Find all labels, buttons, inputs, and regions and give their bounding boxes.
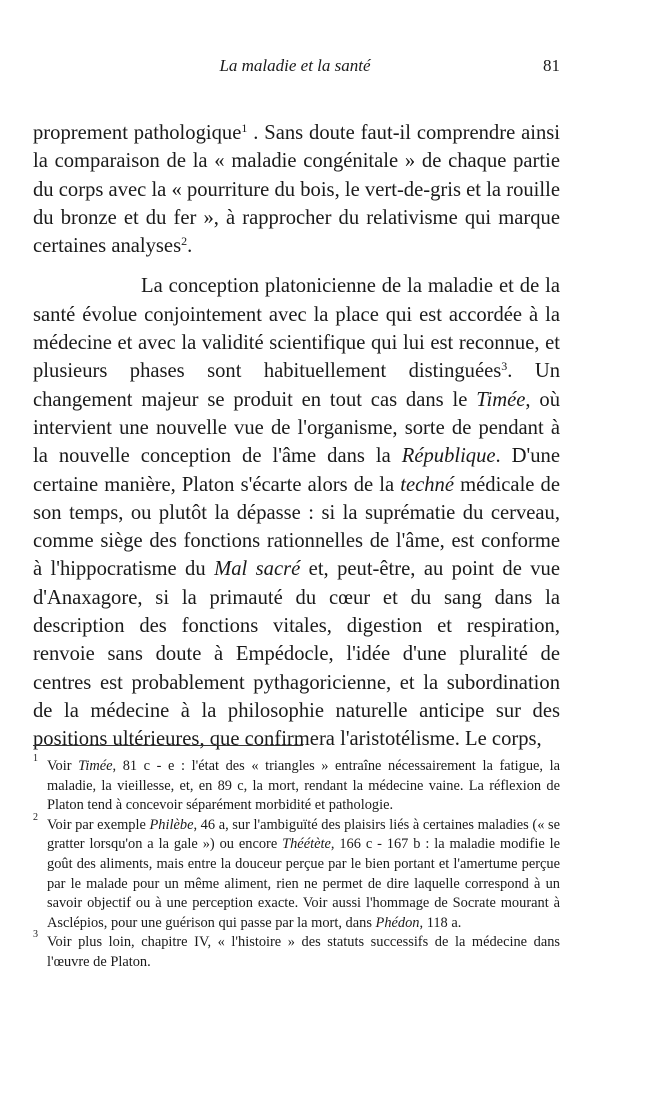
text-segment: La conception platonicienne de la maladie et de la santé évolue conjointement avec la place qui est accordée à la médecine et avec la validité scientifique qui lui est reconnue, et plusieurs phases sont habituellement distinguées (33, 275, 560, 383)
title-theetete: Théétète (282, 836, 331, 853)
text-segment: , 81 c - e : l'état des « triangles » entraîne nécessairement la fatigue, la maladie, la vieillesse, et, en 89 c, la mort, rendant la médecine vaine. La réflexion de Platon tend à concevoir séparément morbidité et pathologie. (47, 758, 560, 814)
title-timee: Timée (78, 758, 113, 774)
footnote-2 (33, 811, 560, 934)
paragraph-2 (33, 272, 560, 753)
title-republique: République (401, 445, 496, 468)
text-segment: et, peut-être, au point de vue d'Anaxagore, si la primauté du cœur et du sang dans la description des fonctions vitales, digestion et respiration, renvoie sans doute à Empédocle, l'idée d'une pluralité de centres est probablement pythagoricienne, et la subordination de la médecine à la philosophie naturelle anticipe sur des positions ultérieures, que confirmera l'aristotélisme. Le corps, (33, 558, 560, 751)
term-techne: techné (400, 473, 454, 496)
footnotes (33, 753, 560, 973)
running-title: La maladie et la santé (219, 56, 371, 75)
text-segment: , 166 c - 167 b : la maladie modifie le goût des aliments, mais entre la douceur perçue par le bien portant et l'amertume perçue par le malade pour un même aliment, rien ne permet de dire laquelle correspond à un savoir objectif ou à une perception exacte. Voir aussi l'hommage de Socrate mourant à Asclépios, pour une guérison qui passe par la mort, dans (47, 836, 560, 931)
text-segment: Voir plus loin, chapitre IV, « l'histoire » des statuts successifs de la médecine dans l'œuvre de Platon. (47, 934, 560, 970)
text-segment: , 46 a, sur l'ambiguïté des plaisirs liés à certaines maladies (« se gratter lorsqu'on a la gale ») ou encore (47, 816, 560, 853)
page-number: 81 (543, 56, 560, 75)
text-segment: . Sans doute faut-il comprendre ainsi la comparaison de la « maladie congénitale » de chaque partie du corps avec la « pourriture du bois, le vert-de-gris et la rouille du bronze et du fer », à rapprocher du relativisme qui marque certaines analyses (33, 122, 560, 258)
title-phedon: Phédon (375, 914, 420, 931)
text-segment: proprement pathologique (33, 122, 242, 144)
title-mal-sacre: Mal sacré (214, 558, 301, 581)
text-segment: . (187, 235, 193, 258)
title-timee: Timée (476, 388, 526, 411)
footnote-separator (33, 745, 303, 746)
text-segment: médicale de son temps, ou plutôt la dépasse : si la suprématie du cerveau, comme siège des fonctions rationnelles de l'âme, est conforme à l'hippocratisme du (33, 473, 560, 581)
footnote-number: 2 (33, 811, 38, 823)
text-segment: , où intervient une nouvelle vue de l'organisme, sorte de pendant à la nouvelle conception de l'âme dans la (33, 388, 560, 468)
footnote-ref-2[interactable]: 2 (181, 234, 188, 249)
main-text (33, 119, 560, 754)
footnote-1 (33, 753, 560, 816)
footnote-number: 1 (33, 753, 38, 764)
footnote-ref-1[interactable]: 1 (241, 121, 248, 135)
text-segment: Voir (47, 758, 79, 774)
paragraph-1 (33, 119, 560, 260)
text-segment: Voir par exemple (47, 816, 150, 833)
footnote-3 (33, 929, 560, 972)
running-header (30, 56, 560, 80)
text-segment: . Un changement majeur se produit en tout cas dans le (33, 360, 560, 411)
footnote-ref-3[interactable]: 3 (501, 359, 508, 374)
text-segment: , 118 a. (419, 914, 462, 931)
title-philebe: Philèbe (149, 816, 194, 833)
text-segment: . D'une certaine manière, Platon s'écarte alors de la (33, 445, 560, 496)
footnote-number: 3 (33, 929, 38, 941)
